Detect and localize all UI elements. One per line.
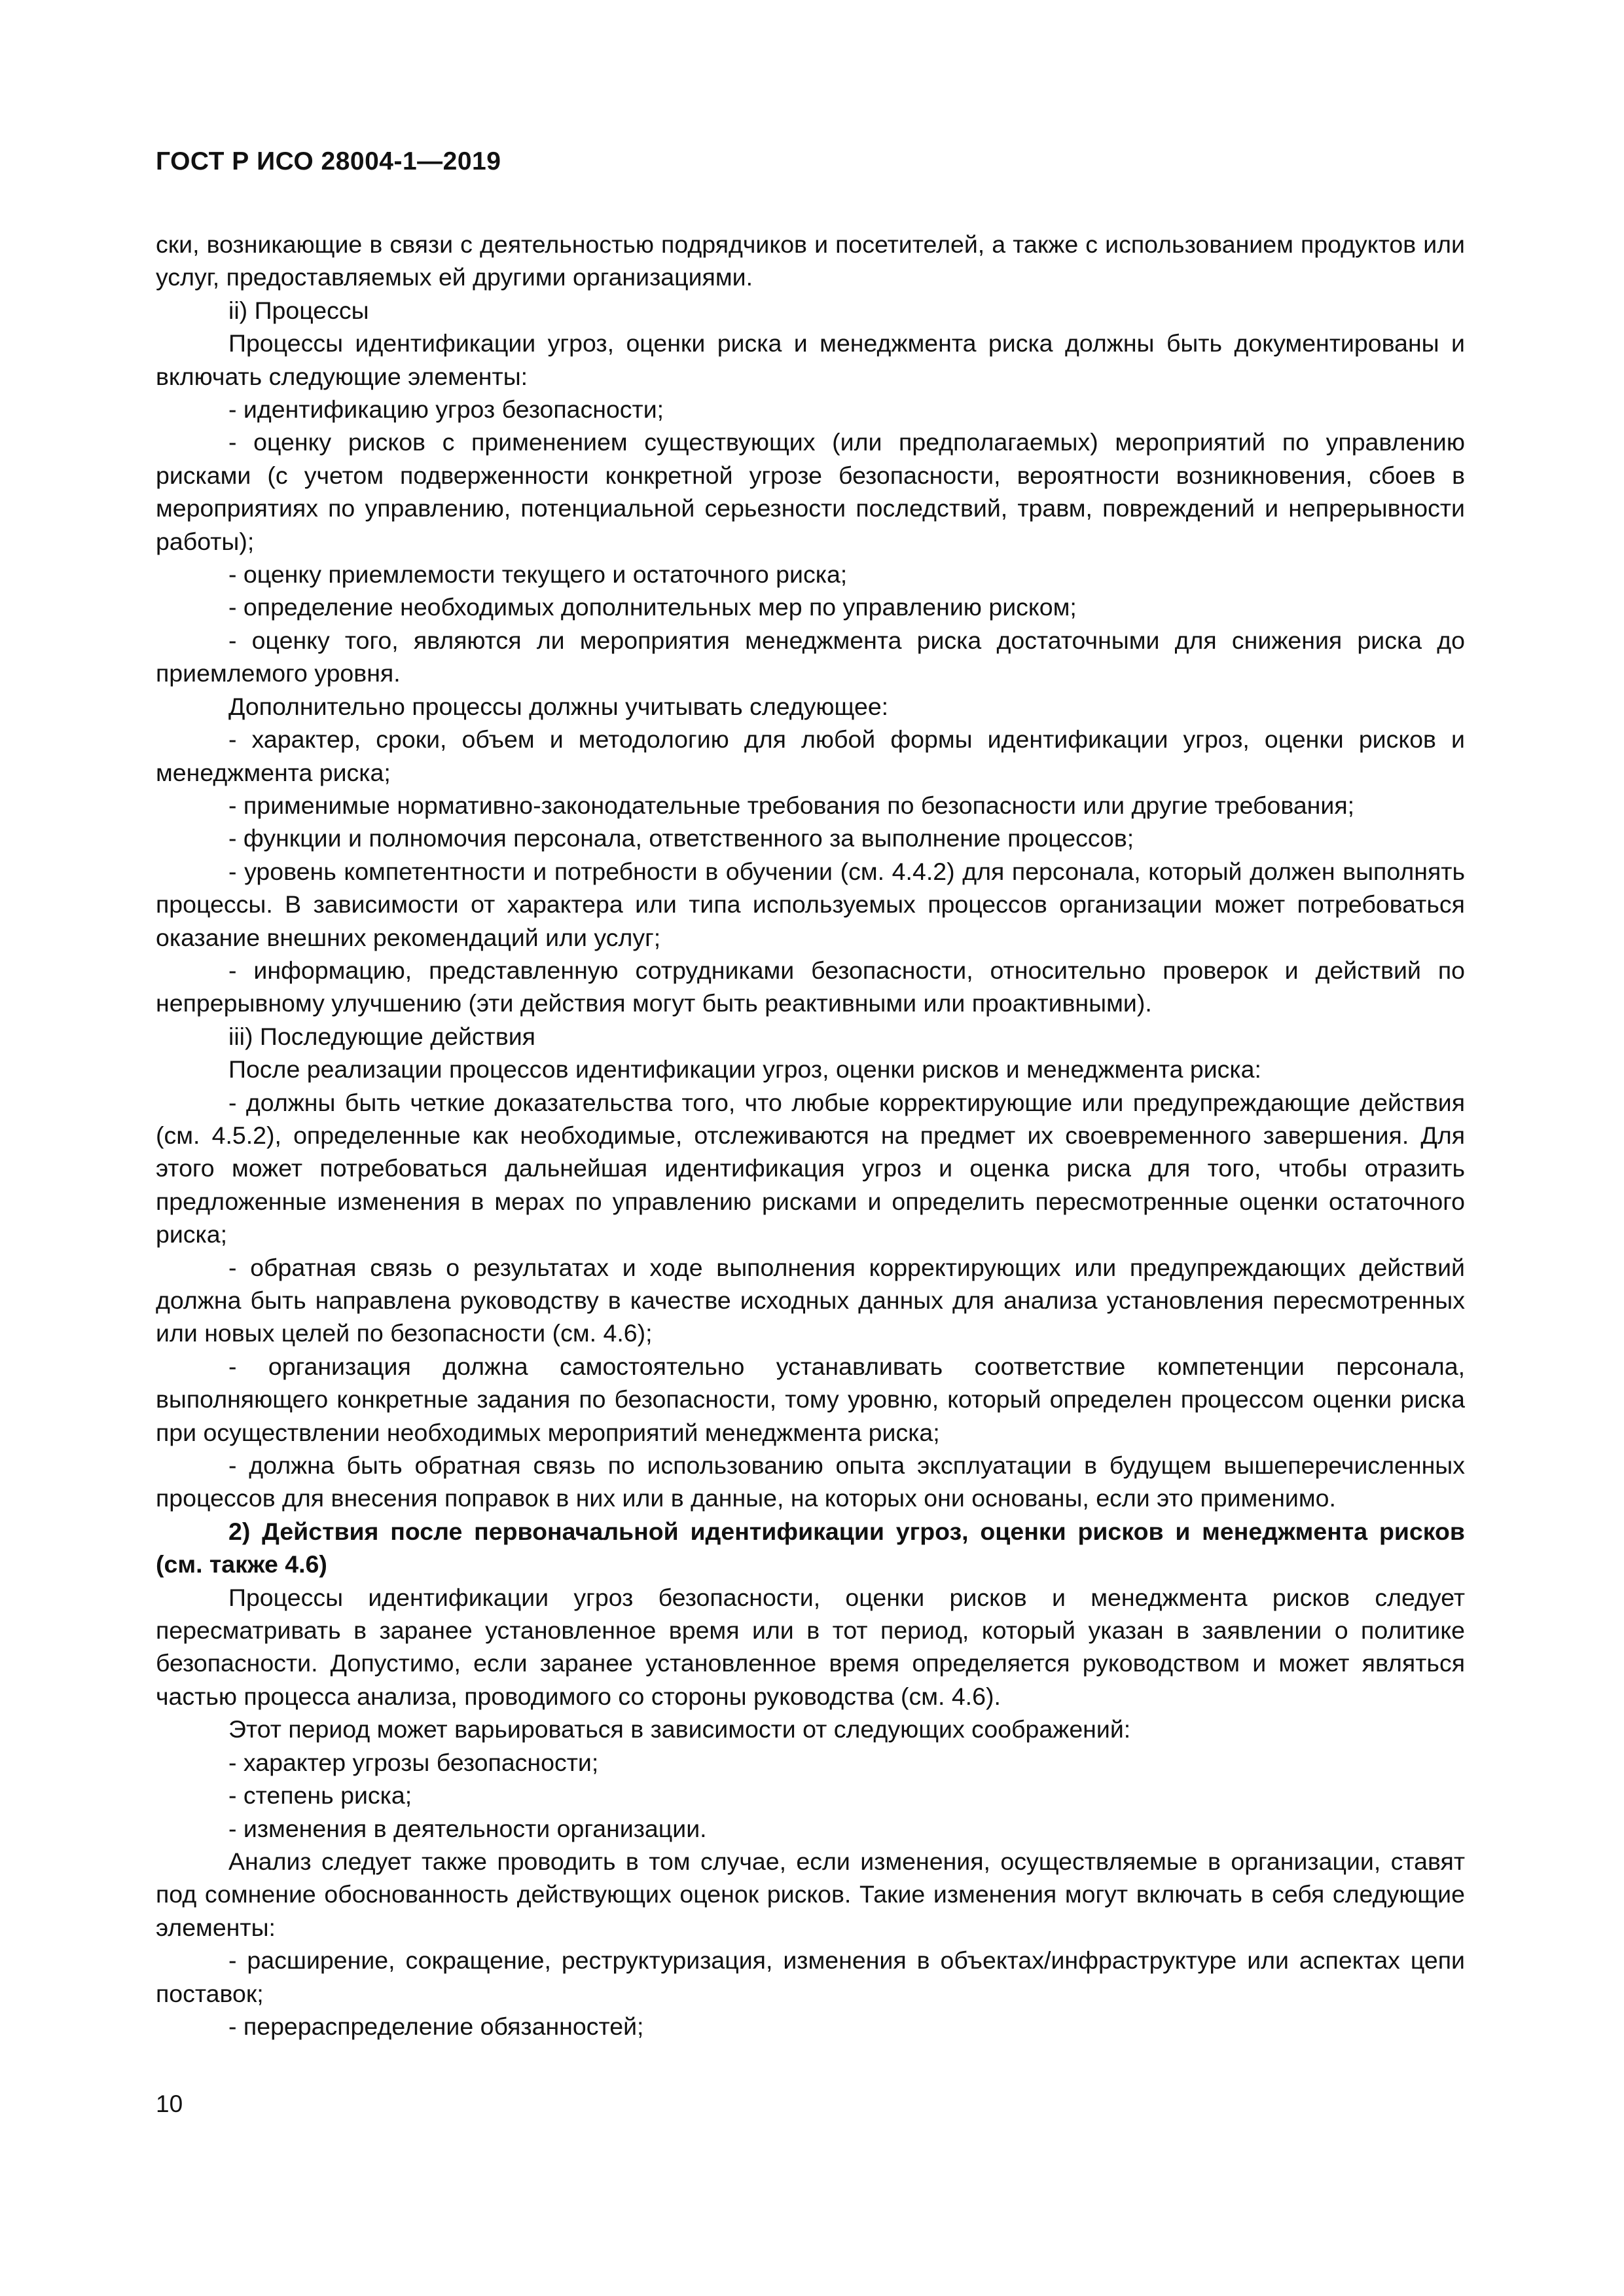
- list-item: - перераспределение обязанностей;: [228, 2012, 644, 2040]
- list-item: - степень риска;: [228, 1781, 412, 1810]
- paragraph: Анализ следует также проводить в том случае, если изменения, осуществляемые в организации, ставят под сомнение обоснованность действующих оценок рисков. Такие изменения могут включать в себя следующие элементы:: [156, 1847, 1465, 1941]
- list-item: - изменения в деятельности организации.: [228, 1814, 707, 1842]
- paragraph: ски, возникающие в связи с деятельностью подрядчиков и посетителей, а также с использованием продуктов или услуг, предоставляемых ей другими организациями.: [156, 230, 1465, 291]
- list-item: - оценку приемлемости текущего и остаточного риска;: [228, 560, 848, 589]
- list-item: - обратная связь о результатах и ходе выполнения корректирующих или предупреждающих действий должна быть направлена руководству в качестве исходных данных для анализа установления пересмотренных или новых целей по безопасности (см. 4.6);: [156, 1253, 1465, 1347]
- paragraph: Процессы идентификации угроз, оценки риска и менеджмента риска должны быть документированы и включать следующие элементы:: [156, 329, 1465, 390]
- list-item: - характер угрозы безопасности;: [228, 1748, 599, 1776]
- list-item: - оценку рисков с применением существующих (или предполагаемых) мероприятий по управлению рисками (с учетом подверженности конкретной угрозе безопасности, вероятности возникновения, сбоев в мероприятиях по управлению, потенциальной серьезности последствий, травм, повреждений и непрерывности работы);: [156, 428, 1465, 555]
- list-item: - должна быть обратная связь по использованию опыта эксплуатации в будущем вышеперечисленных процессов для внесения поправок в них или в данные, на которых они основаны, если это применимо.: [156, 1451, 1465, 1512]
- list-item: - организация должна самостоятельно устанавливать соответствие компетенции персонала, выполняющего конкретные задания по безопасности, тому уровню, который определен процессом оценки риска при осуществлении необходимых мероприятий менеджмента риска;: [156, 1352, 1465, 1446]
- list-item: - функции и полномочия персонала, ответственного за выполнение процессов;: [228, 824, 1134, 852]
- paragraph: Дополнительно процессы должны учитывать следующее:: [228, 692, 889, 720]
- list-item: - уровень компетентности и потребности в обучении (см. 4.4.2) для персонала, который должен выполнять процессы. В зависимости от характера или типа используемых процессов организации может потребоваться оказание внешних рекомендаций или услуг;: [156, 857, 1465, 951]
- section-heading: 2) Действия после первоначальной идентификации угроз, оценки рисков и менеджмента рисков (см. также 4.6): [156, 1517, 1465, 1578]
- paragraph: Этот период может варьироваться в зависимости от следующих соображений:: [228, 1715, 1131, 1743]
- paragraph: Процессы идентификации угроз безопасности, оценки рисков и менеджмента рисков следует пересматривать в заранее установленное время или в тот период, который указан в заявлении о политике безопасности. Допустимо, если заранее установленное время определяется руководством и может являться частью процесса анализа, проводимого со стороны руководства (см. 4.6).: [156, 1583, 1465, 1710]
- paragraph: ii) Процессы: [228, 296, 369, 324]
- list-item: - характер, сроки, объем и методологию для любой формы идентификации угроз, оценки рисков и менеджмента риска;: [156, 725, 1465, 786]
- document-header: ГОСТ Р ИСО 28004-1—2019: [156, 147, 501, 175]
- list-item: - определение необходимых дополнительных мер по управлению риском;: [228, 593, 1077, 621]
- document-body: [156, 228, 1465, 2043]
- list-item: - применимые нормативно-законодательные требования по безопасности или другие требования;: [228, 791, 1355, 819]
- list-item: - информацию, представленную сотрудниками безопасности, относительно проверок и действий по непрерывному улучшению (эти действия могут быть реактивными или проактивными).: [156, 956, 1465, 1017]
- paragraph: iii) Последующие действия: [228, 1022, 535, 1050]
- page-number: 10: [156, 2090, 183, 2117]
- paragraph: После реализации процессов идентификации угроз, оценки рисков и менеджмента риска:: [228, 1055, 1261, 1084]
- list-item: - оценку того, являются ли мероприятия менеджмента риска достаточными для снижения риска до приемлемого уровня.: [156, 626, 1465, 687]
- list-item: - расширение, сокращение, реструктуризация, изменения в объектах/инфраструктуре или аспектах цепи поставок;: [156, 1946, 1465, 2007]
- list-item: - идентификацию угроз безопасности;: [228, 395, 664, 424]
- list-item: - должны быть четкие доказательства того, что любые корректирующие или предупреждающие действия (см. 4.5.2), определенные как необходимые, отслеживаются на предмет их своевременного завершения. Для этого может потребоваться дальнейшая идентификация угроз и оценка риска для того, чтобы отразить предложенные изменения в мерах по управлению рисками и определить пересмотренные оценки остаточного риска;: [156, 1088, 1465, 1248]
